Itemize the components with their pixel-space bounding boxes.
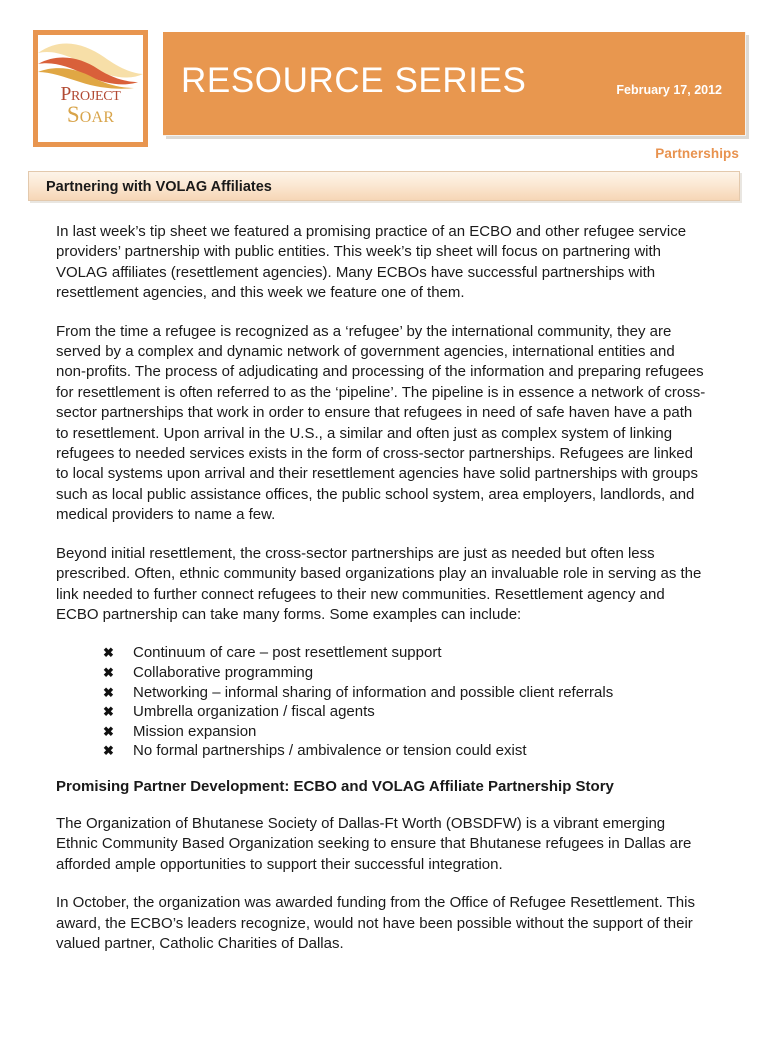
logo-word-project: Project: [60, 84, 121, 105]
section-title-bar: [28, 171, 740, 201]
subheading: Promising Partner Development: ECBO and VOLAG Affiliate Partnership Story: [56, 777, 614, 795]
logo-wordmark: [38, 85, 143, 126]
list-item: [103, 663, 704, 683]
paragraph: In October, the organization was awarded funding from the Office of Refugee Resettlement. This award, the ECBO’s leaders recognize, would not have been possible without the support of their valued partner, Catholic Charities of Dallas.: [56, 894, 695, 952]
x-mark-icon: ✖: [103, 723, 114, 739]
paragraph: From the time a refugee is recognized as a ‘refugee’ by the international community, they are served by a complex and dynamic network of government agencies, international entities and non-profits. The process of adjudicating and processing of the information and preparing refugees for resettlement is often referred to as the ‘pipeline’. The pipeline is in essence a network of cross-sector partnerships that work in order to ensure that refugees in need of safe haven have a path to resettlement. Upon arrival in the U.S., a similar and often just as complex system of linking refugees to needed services exists in the form of cross-sector partnerships. Refugees are linked to local systems upon arrival and their resettlement agencies have solid partnerships with groups such as local public assistance offices, the public school system, area employers, landlords, and medical providers to name a few.: [56, 322, 706, 524]
x-mark-icon: ✖: [103, 743, 114, 759]
list-item-label: Umbrella organization / fiscal agents: [133, 703, 375, 721]
swoosh-icon: [38, 37, 143, 89]
document-body: [56, 222, 704, 972]
list-item-label: Collaborative programming: [133, 663, 314, 681]
page-title: Partnering with VOLAG Affiliates: [46, 179, 272, 195]
list-item-label: Networking – informal sharing of information and possible client referrals: [133, 683, 614, 701]
list-item: [103, 741, 704, 761]
list-item-label: Mission expansion: [133, 722, 257, 740]
x-mark-icon: ✖: [103, 645, 114, 661]
list-item: [103, 722, 704, 742]
paragraph: In last week’s tip sheet we featured a promising practice of an ECBO and other refugee service providers’ partnership with public entities. This week’s tip sheet will focus on partnering with VOLAG affiliates (resettlement agencies). Many ECBOs have successful partnerships with resettlement agencies, and this week we feature one of them.: [56, 223, 687, 302]
x-mark-icon: ✖: [103, 704, 114, 720]
x-mark-icon: ✖: [103, 664, 114, 680]
paragraph: The Organization of Bhutanese Society of Dallas-Ft Worth (OBSDFW) is a vibrant emerging Ethnic Community Based Organization seeking to ensure that Bhutanese refugees in Dallas are afforded ample opportunities to support their successful integration.: [56, 814, 692, 873]
list-item: [103, 702, 704, 722]
resource-series-banner: [163, 32, 746, 136]
banner-title: RESOURCE SERIES: [181, 61, 527, 100]
x-mark-icon: ✖: [103, 684, 114, 700]
list-item-label: Continuum of care – post resettlement support: [133, 644, 442, 662]
project-soar-logo: [33, 30, 148, 147]
examples-bullet-list: [56, 643, 704, 761]
document-header: [0, 0, 768, 161]
logo-word-soar: Soar: [66, 101, 115, 127]
banner-date: February 17, 2012: [616, 83, 722, 97]
list-item: [103, 683, 704, 703]
list-item: [103, 643, 704, 663]
paragraph: Beyond initial resettlement, the cross-sector partnerships are just as needed but often less prescribed. Often, ethnic community based organizations play an invaluable role in serving as the link needed to further connect refugees to their new communities. Resettlement agency and ECBO partnership can take many forms. Some examples can include:: [56, 544, 702, 623]
list-item-label: No formal partnerships / ambivalence or tension could exist: [133, 742, 527, 760]
category-label: Partnerships: [655, 146, 739, 161]
